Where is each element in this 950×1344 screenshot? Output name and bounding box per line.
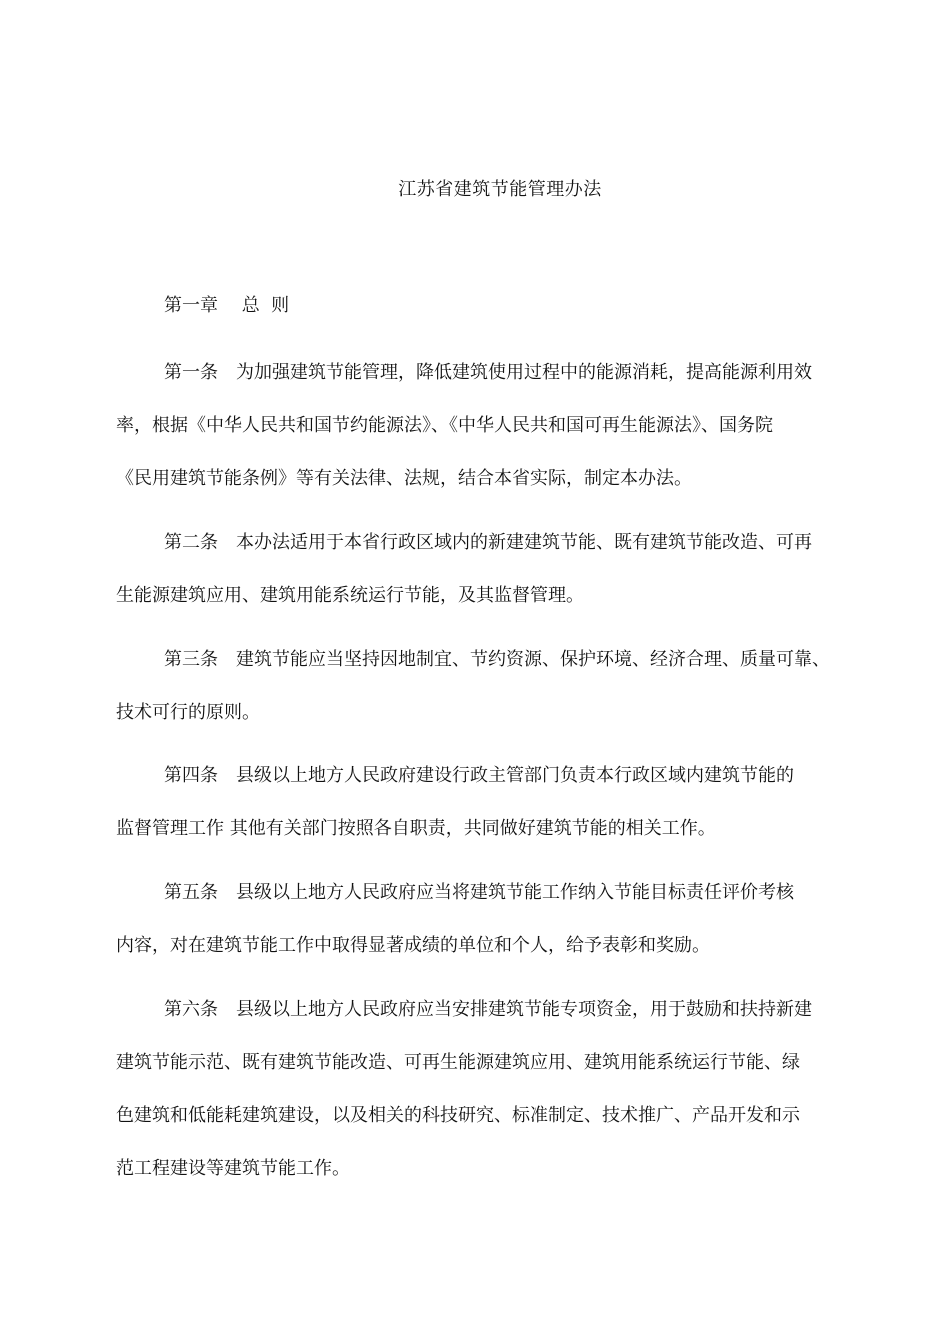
article-line: 建筑节能示范、既有建筑节能改造、可再生能源建筑应用、建筑用能系统运行节能、绿 bbox=[116, 1052, 800, 1073]
article-line: 第五条 县级以上地方人民政府应当将建筑节能工作纳入节能目标责任评价考核 bbox=[164, 882, 794, 903]
article-line: 第二条 本办法适用于本省行政区域内的新建建筑节能、既有建筑节能改造、可再 bbox=[164, 532, 812, 553]
article-line: 技术可行的原则。 bbox=[116, 702, 260, 723]
article-line: 第六条 县级以上地方人民政府应当安排建筑节能专项资金，用于鼓励和扶持新建 bbox=[164, 999, 812, 1020]
article-line: 第三条 建筑节能应当坚持因地制宜、节约资源、保护环境、经济合理、质量可靠、 bbox=[164, 649, 830, 670]
article-4 bbox=[116, 749, 852, 855]
article-1 bbox=[116, 346, 852, 505]
article-6 bbox=[116, 983, 852, 1195]
article-2 bbox=[116, 516, 852, 622]
article-line: 范工程建设等建筑节能工作。 bbox=[116, 1158, 350, 1179]
article-line: 率，根据《中华人民共和国节约能源法》、《中华人民共和国可再生能源法》、国务院 bbox=[116, 415, 773, 436]
article-line: 监督管理工作 其他有关部门按照各自职责，共同做好建筑节能的相关工作。 bbox=[116, 818, 716, 839]
article-line: 《民用建筑节能条例》等有关法律、法规，结合本省实际，制定本办法。 bbox=[116, 468, 692, 489]
chapter-heading: 第一章 总 则 bbox=[164, 295, 290, 316]
article-line: 第四条 县级以上地方人民政府建设行政主管部门负责本行政区域内建筑节能的 bbox=[164, 765, 794, 786]
article-3 bbox=[116, 633, 852, 739]
article-line: 第一条 为加强建筑节能管理，降低建筑使用过程中的能源消耗，提高能源利用效 bbox=[164, 362, 812, 383]
article-line: 内容，对在建筑节能工作中取得显著成绩的单位和个人，给予表彰和奖励。 bbox=[116, 935, 710, 956]
article-line: 色建筑和低能耗建筑建设，以及相关的科技研究、标准制定、技术推广、产品开发和示 bbox=[116, 1105, 800, 1126]
article-line: 生能源建筑应用、建筑用能系统运行节能，及其监督管理。 bbox=[116, 585, 584, 606]
article-5 bbox=[116, 866, 852, 972]
document-title: 江苏省建筑节能管理办法 bbox=[398, 179, 602, 200]
